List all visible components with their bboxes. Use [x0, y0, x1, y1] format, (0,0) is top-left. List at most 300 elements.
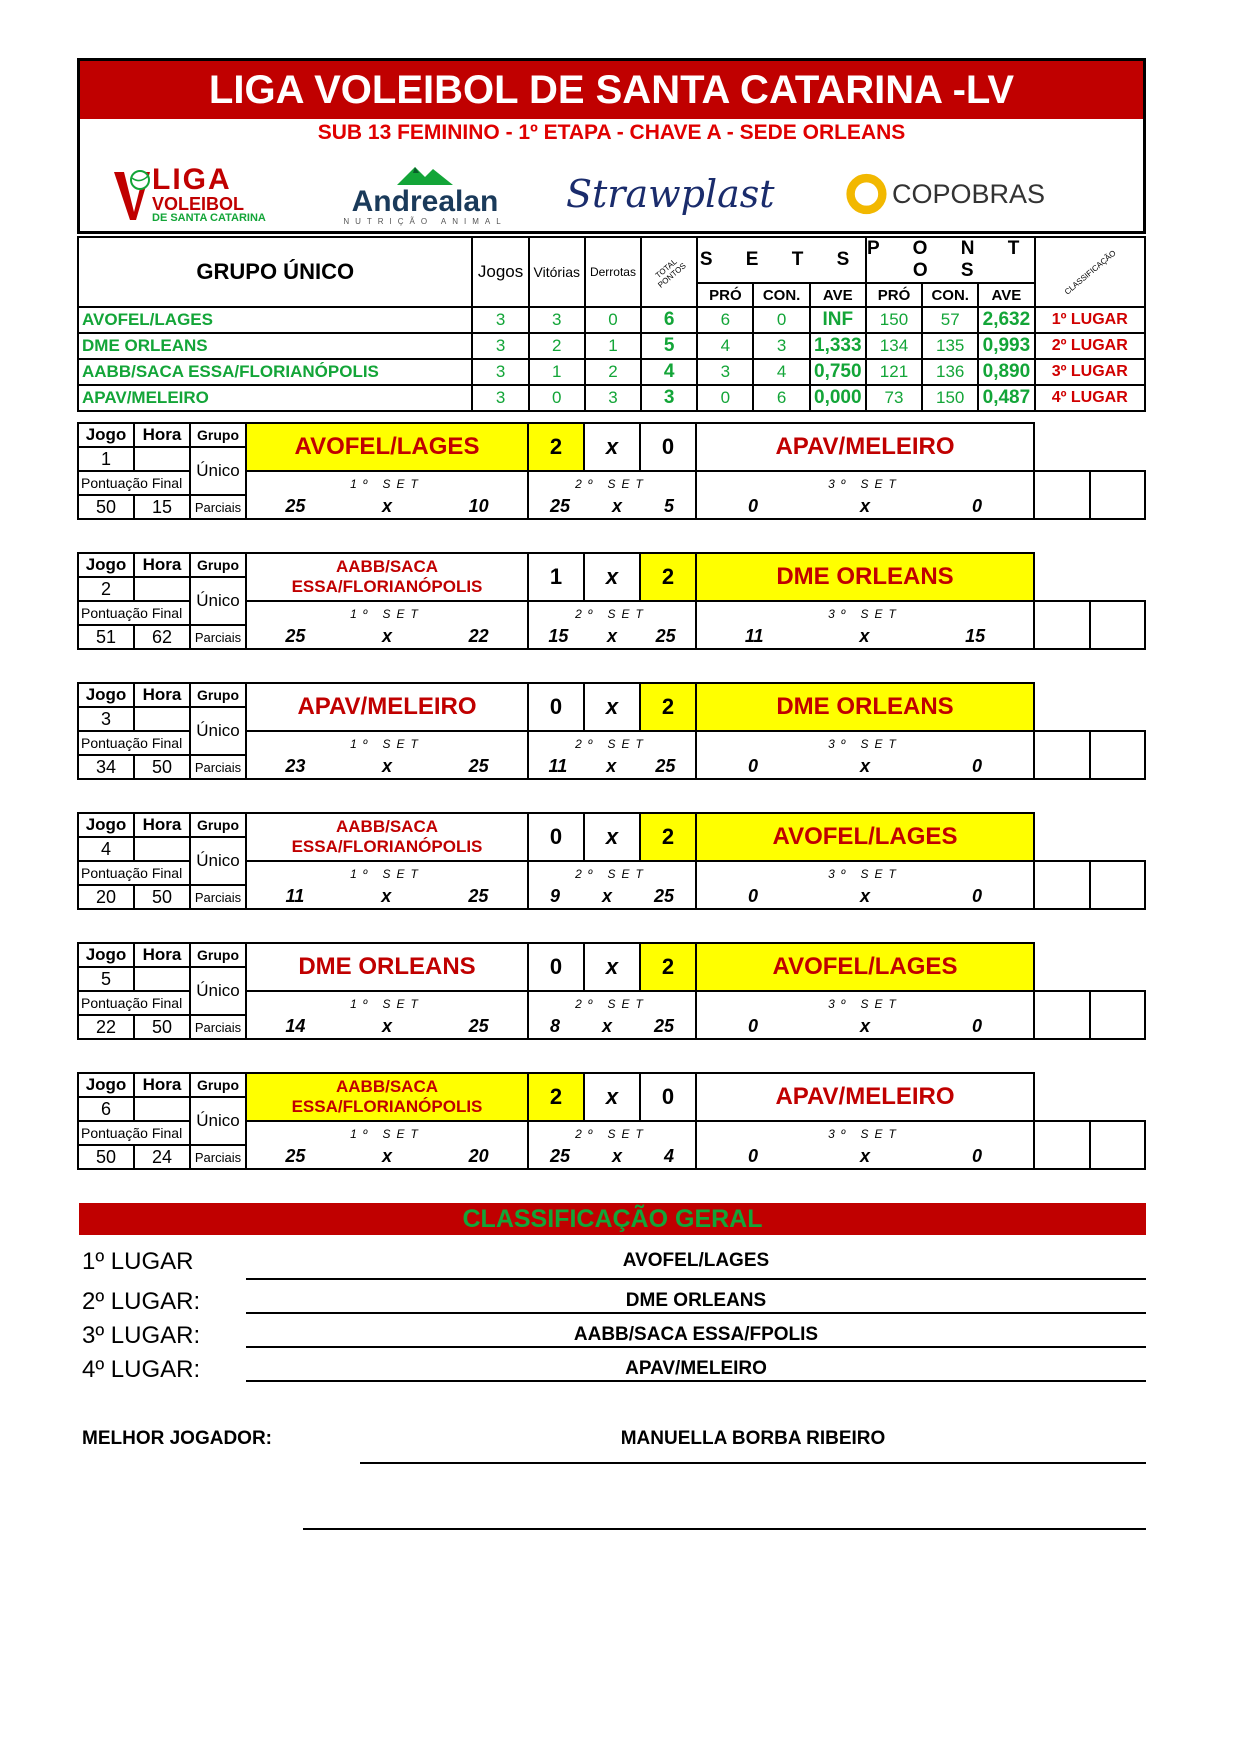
volleyball-icon: [110, 164, 152, 224]
standings-row: [78, 385, 1145, 411]
set1-home: 11: [285, 886, 305, 906]
match-time: [134, 837, 190, 861]
andrealan-logo: [325, 159, 525, 229]
standings-table: [77, 236, 1146, 412]
set-x: x: [859, 626, 870, 646]
col-sets: S E T S: [697, 237, 866, 283]
col-class-text: CLASSIFICAÇÃO: [1062, 247, 1118, 297]
away-sets: 0: [640, 423, 696, 471]
grupo-label: Grupo: [190, 943, 246, 967]
place-4-label: 4º LUGAR:: [82, 1356, 201, 1383]
jogo-label: Jogo: [78, 423, 134, 447]
set-x: x: [601, 886, 612, 906]
standings-cell-jogos: 3: [472, 307, 528, 333]
match-number: 5: [78, 967, 134, 991]
empty-cell: [1090, 991, 1146, 1015]
standings-cell-team: DME ORLEANS: [78, 333, 472, 359]
set-x: x: [381, 1146, 392, 1166]
grupo-label: Grupo: [190, 683, 246, 707]
empty-cell: [1034, 1015, 1090, 1039]
standings-cell-der: 0: [585, 307, 641, 333]
standings-cell-vit: 1: [529, 359, 585, 385]
away-team: APAV/MELEIRO: [696, 423, 1034, 471]
classification-title: CLASSIFICAÇÃO GERAL: [79, 1203, 1146, 1235]
parciais-label: Parciais: [190, 885, 246, 909]
set1-home: 25: [285, 496, 306, 516]
empty-cell: [1090, 495, 1146, 519]
col-total: [641, 237, 697, 307]
set2-label: 2º SET: [528, 601, 696, 625]
liga-logo-line2: VOLEIBOL: [152, 193, 245, 214]
copobras-name: COPOBRAS: [891, 178, 1045, 209]
set1-away: 10: [468, 496, 489, 516]
set2-away: 25: [653, 1016, 674, 1036]
standings-cell-pc: 150: [922, 385, 978, 411]
col-sets-con: CON.: [753, 283, 809, 307]
set1-score: [246, 1015, 528, 1039]
set-x: x: [859, 1146, 870, 1166]
set2-score: [528, 495, 696, 519]
away-team: DME ORLEANS: [696, 553, 1034, 601]
standings-cell-pa: 0,487: [978, 385, 1034, 411]
set1-away: 25: [468, 886, 489, 906]
away-sets: 2: [640, 683, 696, 731]
set2-away: 4: [663, 1146, 674, 1166]
set2-away: 5: [663, 496, 674, 516]
strawplast-logo: [566, 159, 776, 229]
versus-x: x: [584, 553, 640, 601]
grupo-value: Único: [190, 967, 246, 1015]
set2-home: 11: [548, 756, 568, 776]
set-x: x: [606, 626, 617, 646]
set-x: x: [381, 886, 392, 906]
best-player-name: MANUELLA BORBA RIBEIRO: [360, 1428, 1146, 1464]
andrealan-name: Andrealan: [351, 184, 499, 218]
pontuacao-label: Pontuação Final: [78, 731, 190, 755]
place-1-label: 1º LUGAR: [82, 1248, 194, 1275]
standings-cell-der: 2: [585, 359, 641, 385]
empty-cell: [1090, 471, 1146, 495]
col-pts-pro: PRÓ: [866, 283, 922, 307]
standings-row: [78, 307, 1145, 333]
final-points-home: 50: [78, 495, 134, 519]
match-time: [134, 707, 190, 731]
empty-cell: [1034, 471, 1090, 495]
set1-score: [246, 885, 528, 909]
standings-row: [78, 333, 1145, 359]
empty-cell: [1090, 755, 1146, 779]
final-points-away: 50: [134, 885, 190, 909]
standings-cell-pc: 135: [922, 333, 978, 359]
match-block: [77, 812, 1146, 910]
copobras-ring-icon: [845, 171, 888, 217]
set1-label: 1º SET: [246, 1121, 528, 1145]
standings-cell-total: 6: [641, 307, 697, 333]
set1-home: 25: [285, 626, 306, 646]
match-block: [77, 1072, 1146, 1170]
match-block: [77, 552, 1146, 650]
set3-away: 0: [971, 756, 982, 776]
col-sets-pro: PRÓ: [697, 283, 753, 307]
hora-label: Hora: [134, 423, 190, 447]
set3-away: 0: [971, 496, 982, 516]
set2-away: 25: [653, 886, 674, 906]
col-jogos: Jogos: [472, 237, 528, 307]
standings-cell-sp: 6: [697, 307, 753, 333]
set1-away: 20: [468, 1146, 489, 1166]
set3-label: 3º SET: [696, 471, 1034, 495]
empty-cell: [1090, 1145, 1146, 1169]
set3-label: 3º SET: [696, 601, 1034, 625]
col-pontos: P O N T O S: [867, 238, 1034, 281]
set3-score: [696, 1015, 1034, 1039]
set1-away: 22: [468, 626, 489, 646]
away-sets: 2: [640, 813, 696, 861]
grupo-value: Único: [190, 837, 246, 885]
set-x: x: [381, 1016, 392, 1036]
place-3-team: AABB/SACA ESSA/FPOLIS: [246, 1324, 1146, 1348]
empty-cell: [1090, 1015, 1146, 1039]
set1-home: 25: [285, 1146, 306, 1166]
standings-cell-sa: INF: [810, 307, 866, 333]
set1-label: 1º SET: [246, 991, 528, 1015]
match-block: [77, 422, 1146, 520]
match-number: 3: [78, 707, 134, 731]
parciais-label: Parciais: [190, 495, 246, 519]
set2-away: 25: [655, 626, 676, 646]
grupo-label: Grupo: [190, 813, 246, 837]
standings-cell-der: 1: [585, 333, 641, 359]
set-x: x: [859, 886, 870, 906]
standings-cell-pa: 0,993: [978, 333, 1034, 359]
standings-cell-team: AVOFEL/LAGES: [78, 307, 472, 333]
grupo-label: Grupo: [190, 423, 246, 447]
home-sets: 2: [528, 423, 584, 471]
place-2-label: 2º LUGAR:: [82, 1288, 201, 1315]
set2-home: 9: [549, 886, 560, 906]
col-total-text: TOTAL PONTOS: [653, 257, 688, 290]
set1-score: [246, 625, 528, 649]
parciais-label: Parciais: [190, 755, 246, 779]
set-x: x: [601, 1016, 612, 1036]
standings-cell-pc: 136: [922, 359, 978, 385]
home-sets: 1: [528, 553, 584, 601]
jogo-label: Jogo: [78, 943, 134, 967]
col-sets-ave: AVE: [810, 283, 866, 307]
empty-cell: [1090, 1121, 1146, 1145]
set1-score: [246, 1145, 528, 1169]
hora-label: Hora: [134, 683, 190, 707]
set2-label: 2º SET: [528, 731, 696, 755]
away-team: AVOFEL/LAGES: [696, 943, 1034, 991]
standings-cell-sa: 0,750: [810, 359, 866, 385]
set2-score: [528, 755, 696, 779]
empty-cell: [1034, 601, 1090, 625]
set2-score: [528, 1145, 696, 1169]
page-subtitle: SUB 13 FEMININO - 1º ETAPA - CHAVE A - SEDE ORLEANS: [317, 121, 906, 144]
set1-score: [246, 495, 528, 519]
away-sets: 0: [640, 1073, 696, 1121]
set1-away: 25: [468, 756, 489, 776]
set3-away: 15: [965, 626, 986, 646]
standings-cell-pp: 73: [866, 385, 922, 411]
place-1-team: AVOFEL/LAGES: [246, 1250, 1146, 1280]
standings-cell-sp: 0: [697, 385, 753, 411]
set3-home: 0: [747, 1146, 758, 1166]
set3-home: 11: [744, 626, 764, 646]
set2-label: 2º SET: [528, 471, 696, 495]
standings-cell-sp: 3: [697, 359, 753, 385]
strawplast-name: Strawplast: [566, 172, 775, 216]
set-x: x: [381, 496, 392, 516]
page-title: LIGA VOLEIBOL DE SANTA CATARINA -LV: [80, 61, 1143, 119]
set2-label: 2º SET: [528, 991, 696, 1015]
set3-score: [696, 625, 1034, 649]
standings-cell-sc: 3: [753, 333, 809, 359]
standings-cell-pp: 121: [866, 359, 922, 385]
final-points-home: 34: [78, 755, 134, 779]
set1-label: 1º SET: [246, 861, 528, 885]
grupo-value: Único: [190, 447, 246, 495]
versus-x: x: [584, 943, 640, 991]
set2-score: [528, 885, 696, 909]
set3-away: 0: [971, 1016, 982, 1036]
final-points-away: 50: [134, 755, 190, 779]
empty-cell: [1034, 991, 1090, 1015]
standings-cell-jogos: 3: [472, 359, 528, 385]
set3-label: 3º SET: [696, 991, 1034, 1015]
standings-cell-sa: 0,000: [810, 385, 866, 411]
standings-cell-sc: 0: [753, 307, 809, 333]
empty-cell: [1034, 495, 1090, 519]
jogo-label: Jogo: [78, 813, 134, 837]
set3-score: [696, 885, 1034, 909]
home-team: APAV/MELEIRO: [246, 683, 528, 731]
empty-cell: [1034, 1145, 1090, 1169]
versus-x: x: [584, 423, 640, 471]
set2-home: 8: [549, 1016, 560, 1036]
parciais-label: Parciais: [190, 1015, 246, 1039]
liga-logo-line3: DE SANTA CATARINA: [152, 211, 266, 224]
match-time: [134, 577, 190, 601]
standings-cell-der: 3: [585, 385, 641, 411]
empty-cell: [1090, 625, 1146, 649]
set3-score: [696, 755, 1034, 779]
grupo-value: Único: [190, 577, 246, 625]
jogo-label: Jogo: [78, 553, 134, 577]
standings-cell-pos: 3º LUGAR: [1035, 359, 1146, 385]
set3-label: 3º SET: [696, 1121, 1034, 1145]
set-x: x: [859, 756, 870, 776]
place-2-team: DME ORLEANS: [246, 1290, 1146, 1314]
match-time: [134, 1097, 190, 1121]
standings-cell-team: APAV/MELEIRO: [78, 385, 472, 411]
empty-cell: [1034, 885, 1090, 909]
set3-away: 0: [971, 1146, 982, 1166]
grupo-label: Grupo: [190, 553, 246, 577]
pontuacao-label: Pontuação Final: [78, 471, 190, 495]
empty-cell: [1034, 731, 1090, 755]
final-points-away: 15: [134, 495, 190, 519]
home-team: AABB/SACA ESSA/FLORIANÓPOLIS: [246, 813, 528, 861]
standings-cell-total: 3: [641, 385, 697, 411]
versus-x: x: [584, 813, 640, 861]
final-points-home: 51: [78, 625, 134, 649]
standings-cell-pos: 1º LUGAR: [1035, 307, 1146, 333]
col-vitorias: Vitórias: [529, 237, 585, 307]
set3-home: 0: [747, 1016, 758, 1036]
set1-label: 1º SET: [246, 471, 528, 495]
away-sets: 2: [640, 553, 696, 601]
parciais-label: Parciais: [190, 1145, 246, 1169]
set1-home: 23: [285, 756, 306, 776]
set-x: x: [859, 1016, 870, 1036]
header-box: [77, 58, 1146, 234]
standings-cell-pos: 2º LUGAR: [1035, 333, 1146, 359]
standings-cell-total: 4: [641, 359, 697, 385]
grupo-value: Único: [190, 1097, 246, 1145]
col-pts-ave: AVE: [978, 283, 1034, 307]
away-team: APAV/MELEIRO: [696, 1073, 1034, 1121]
liga-logo-line1: LIGA: [152, 162, 232, 196]
place-4-team: APAV/MELEIRO: [246, 1358, 1146, 1382]
match-time: [134, 447, 190, 471]
standings-cell-vit: 0: [529, 385, 585, 411]
empty-cell: [1034, 1121, 1090, 1145]
parciais-label: Parciais: [190, 625, 246, 649]
final-points-away: 62: [134, 625, 190, 649]
standings-cell-jogos: 3: [472, 385, 528, 411]
group-name: GRUPO ÚNICO: [78, 237, 472, 307]
set2-label: 2º SET: [528, 861, 696, 885]
set2-score: [528, 625, 696, 649]
set3-score: [696, 1145, 1034, 1169]
set3-away: 0: [971, 886, 982, 906]
away-sets: 2: [640, 943, 696, 991]
set-x: x: [381, 756, 392, 776]
standings-cell-sc: 6: [753, 385, 809, 411]
empty-cell: [1090, 885, 1146, 909]
hora-label: Hora: [134, 813, 190, 837]
pontuacao-label: Pontuação Final: [78, 991, 190, 1015]
mountain-icon: [395, 163, 455, 187]
signature-line: [303, 1528, 1146, 1530]
match-block: [77, 942, 1146, 1040]
home-team: AVOFEL/LAGES: [246, 423, 528, 471]
set1-label: 1º SET: [246, 601, 528, 625]
standings-cell-jogos: 3: [472, 333, 528, 359]
empty-cell: [1090, 601, 1146, 625]
final-points-home: 20: [78, 885, 134, 909]
pontuacao-label: Pontuação Final: [78, 861, 190, 885]
set2-home: 25: [549, 496, 571, 516]
set1-label: 1º SET: [246, 731, 528, 755]
match-number: 4: [78, 837, 134, 861]
final-points-away: 24: [134, 1145, 190, 1169]
set1-score: [246, 755, 528, 779]
set1-home: 14: [285, 1016, 306, 1036]
empty-cell: [1034, 861, 1090, 885]
standings-cell-sp: 4: [697, 333, 753, 359]
set3-score: [696, 495, 1034, 519]
versus-x: x: [584, 683, 640, 731]
standings-cell-pp: 134: [866, 333, 922, 359]
hora-label: Hora: [134, 943, 190, 967]
set2-away: 25: [655, 756, 676, 776]
col-class: [1035, 237, 1146, 307]
set3-home: 0: [747, 886, 758, 906]
empty-cell: [1034, 625, 1090, 649]
match-block: [77, 682, 1146, 780]
place-3-label: 3º LUGAR:: [82, 1322, 201, 1349]
standings-cell-pp: 150: [866, 307, 922, 333]
home-sets: 0: [528, 943, 584, 991]
set3-label: 3º SET: [696, 731, 1034, 755]
away-team: AVOFEL/LAGES: [696, 813, 1034, 861]
set-x: x: [611, 1146, 622, 1166]
match-number: 6: [78, 1097, 134, 1121]
grupo-value: Único: [190, 707, 246, 755]
set1-away: 25: [468, 1016, 489, 1036]
final-points-home: 22: [78, 1015, 134, 1039]
set2-home: 25: [549, 1146, 571, 1166]
standings-row: [78, 359, 1145, 385]
home-team: AABB/SACA ESSA/FLORIANÓPOLIS: [246, 553, 528, 601]
standings-cell-sa: 1,333: [810, 333, 866, 359]
versus-x: x: [584, 1073, 640, 1121]
set-x: x: [859, 496, 870, 516]
set3-home: 0: [747, 496, 758, 516]
set-x: x: [606, 756, 617, 776]
empty-cell: [1034, 755, 1090, 779]
empty-cell: [1090, 861, 1146, 885]
away-team: DME ORLEANS: [696, 683, 1034, 731]
home-team: AABB/SACA ESSA/FLORIANÓPOLIS: [246, 1073, 528, 1121]
home-sets: 2: [528, 1073, 584, 1121]
empty-cell: [1090, 731, 1146, 755]
best-player-label: MELHOR JOGADOR:: [82, 1428, 272, 1449]
liga-logo: [110, 159, 270, 229]
pontuacao-label: Pontuação Final: [78, 601, 190, 625]
copobras-logo: [845, 159, 1045, 229]
set3-home: 0: [747, 756, 758, 776]
standings-cell-pa: 0,890: [978, 359, 1034, 385]
home-team: DME ORLEANS: [246, 943, 528, 991]
set2-label: 2º SET: [528, 1121, 696, 1145]
home-sets: 0: [528, 683, 584, 731]
standings-cell-pa: 2,632: [978, 307, 1034, 333]
andrealan-tagline: NUTRIÇÃO ANIMAL: [343, 216, 507, 226]
match-number: 1: [78, 447, 134, 471]
set-x: x: [611, 496, 622, 516]
standings-cell-pc: 57: [922, 307, 978, 333]
standings-cell-sc: 4: [753, 359, 809, 385]
set2-score: [528, 1015, 696, 1039]
pontuacao-label: Pontuação Final: [78, 1121, 190, 1145]
jogo-label: Jogo: [78, 683, 134, 707]
hora-label: Hora: [134, 553, 190, 577]
standings-cell-vit: 2: [529, 333, 585, 359]
set3-label: 3º SET: [696, 861, 1034, 885]
grupo-label: Grupo: [190, 1073, 246, 1097]
standings-cell-pos: 4º LUGAR: [1035, 385, 1146, 411]
hora-label: Hora: [134, 1073, 190, 1097]
home-sets: 0: [528, 813, 584, 861]
standings-cell-team: AABB/SACA ESSA/FLORIANÓPOLIS: [78, 359, 472, 385]
final-points-home: 50: [78, 1145, 134, 1169]
set-x: x: [381, 626, 392, 646]
col-derrotas: Derrotas: [585, 237, 641, 307]
